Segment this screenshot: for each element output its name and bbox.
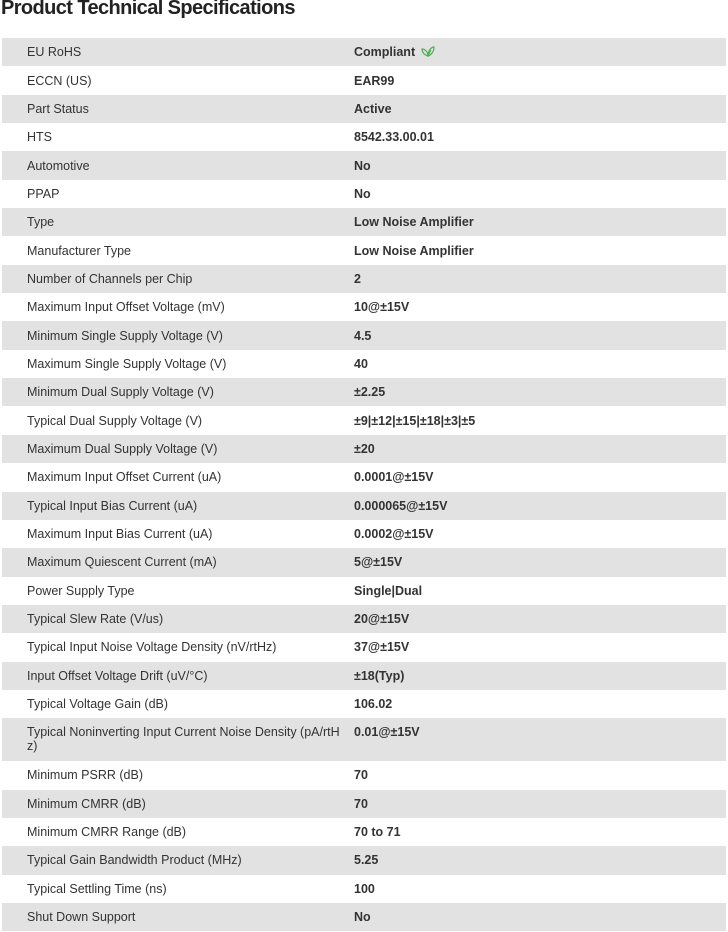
spec-row bbox=[2, 180, 726, 208]
spec-value: Compliant bbox=[354, 45, 416, 60]
spec-name: Part Status bbox=[27, 101, 89, 116]
spec-row bbox=[2, 790, 726, 818]
spec-row bbox=[2, 236, 726, 264]
spec-value-cell bbox=[354, 790, 726, 818]
spec-row bbox=[2, 151, 726, 179]
spec-value-cell bbox=[354, 463, 726, 491]
spec-value: 40 bbox=[354, 356, 368, 371]
spec-name: HTS bbox=[27, 130, 52, 145]
spec-value-cell bbox=[354, 378, 726, 406]
spec-value-cell bbox=[354, 123, 726, 151]
spec-value: 70 bbox=[354, 796, 368, 811]
spec-name: Typical Input Bias Current (uA) bbox=[27, 498, 198, 513]
spec-name: Input Offset Voltage Drift (uV/°C) bbox=[27, 668, 208, 683]
spec-row bbox=[2, 463, 726, 491]
spec-row bbox=[2, 321, 726, 349]
spec-value: Low Noise Amplifier bbox=[354, 215, 474, 230]
spec-name: Typical Voltage Gain (dB) bbox=[27, 697, 169, 712]
spec-row bbox=[2, 662, 726, 690]
spec-value: 0.0002@±15V bbox=[354, 527, 434, 542]
spec-name: Minimum Dual Supply Voltage (V) bbox=[27, 385, 214, 400]
spec-value-cell bbox=[354, 846, 726, 874]
spec-value-cell bbox=[354, 350, 726, 378]
spec-name: PPAP bbox=[27, 186, 60, 201]
spec-table bbox=[2, 38, 726, 931]
spec-value: 0.000065@±15V bbox=[354, 498, 448, 513]
spec-value-cell bbox=[354, 662, 726, 690]
spec-value-cell bbox=[354, 818, 726, 846]
spec-value: ±18(Typ) bbox=[354, 668, 405, 683]
spec-row bbox=[2, 875, 726, 903]
spec-row bbox=[2, 818, 726, 846]
spec-row bbox=[2, 265, 726, 293]
spec-value: 106.02 bbox=[354, 697, 393, 712]
spec-name: Minimum CMRR Range (dB) bbox=[27, 825, 187, 840]
spec-row bbox=[2, 903, 726, 931]
spec-value: ±2.25 bbox=[354, 385, 386, 400]
spec-name: ECCN (US) bbox=[27, 73, 92, 88]
spec-value: Active bbox=[354, 101, 392, 116]
spec-row bbox=[2, 66, 726, 94]
spec-value: 10@±15V bbox=[354, 300, 410, 315]
spec-name: Type bbox=[27, 215, 55, 230]
spec-row bbox=[2, 406, 726, 434]
spec-name: Minimum Single Supply Voltage (V) bbox=[27, 328, 223, 343]
spec-value-cell bbox=[354, 761, 726, 789]
spec-row bbox=[2, 761, 726, 789]
spec-row bbox=[2, 520, 726, 548]
spec-value: No bbox=[354, 910, 371, 925]
spec-value-cell bbox=[354, 293, 726, 321]
spec-name: Power Supply Type bbox=[27, 583, 135, 598]
spec-value: No bbox=[354, 158, 371, 173]
spec-value-cell bbox=[354, 265, 726, 293]
spec-name: Minimum PSRR (dB) bbox=[27, 768, 143, 783]
spec-value-cell bbox=[354, 577, 726, 605]
spec-value-cell bbox=[354, 605, 726, 633]
spec-name: Maximum Input Offset Current (uA) bbox=[27, 470, 222, 485]
spec-value-cell bbox=[354, 151, 726, 179]
spec-row bbox=[2, 123, 726, 151]
spec-value-cell bbox=[354, 548, 726, 576]
spec-name: Manufacturer Type bbox=[27, 243, 131, 258]
spec-name: Maximum Quiescent Current (mA) bbox=[27, 555, 217, 570]
spec-row bbox=[2, 435, 726, 463]
spec-name: EU RoHS bbox=[27, 45, 82, 60]
spec-name: Typical Gain Bandwidth Product (MHz) bbox=[27, 853, 242, 868]
spec-row bbox=[2, 208, 726, 236]
spec-name: Minimum CMRR (dB) bbox=[27, 796, 146, 811]
spec-value-cell bbox=[354, 520, 726, 548]
spec-value: 20@±15V bbox=[354, 612, 410, 627]
spec-value-cell bbox=[354, 180, 726, 208]
spec-row bbox=[2, 293, 726, 321]
spec-row bbox=[2, 548, 726, 576]
spec-name: Typical Input Noise Voltage Density (nV/rtHz) bbox=[27, 640, 277, 655]
spec-value: 0.01@±15V bbox=[354, 725, 420, 740]
spec-value: 70 to 71 bbox=[354, 825, 401, 840]
spec-value: 8542.33.00.01 bbox=[354, 130, 434, 145]
spec-row bbox=[2, 633, 726, 661]
spec-name: Number of Channels per Chip bbox=[27, 271, 193, 286]
spec-value-cell bbox=[354, 208, 726, 236]
spec-value-cell bbox=[354, 236, 726, 264]
spec-table-body bbox=[2, 38, 726, 931]
spec-row bbox=[2, 350, 726, 378]
spec-value: 100 bbox=[354, 881, 375, 896]
spec-value: 5.25 bbox=[354, 853, 379, 868]
spec-value-cell bbox=[354, 66, 726, 94]
spec-name: Shut Down Support bbox=[27, 910, 136, 925]
spec-row bbox=[2, 846, 726, 874]
spec-row bbox=[2, 718, 726, 761]
spec-row bbox=[2, 605, 726, 633]
spec-row bbox=[2, 378, 726, 406]
spec-value-cell bbox=[354, 38, 726, 66]
spec-name: Maximum Single Supply Voltage (V) bbox=[27, 356, 227, 371]
spec-name: Maximum Input Offset Voltage (mV) bbox=[27, 300, 225, 315]
spec-value: ±20 bbox=[354, 441, 375, 456]
spec-value-cell bbox=[354, 435, 726, 463]
spec-name: Typical Dual Supply Voltage (V) bbox=[27, 413, 203, 428]
spec-value: No bbox=[354, 186, 371, 201]
spec-value-cell bbox=[354, 903, 726, 931]
spec-value: EAR99 bbox=[354, 73, 395, 88]
spec-row bbox=[2, 38, 726, 66]
spec-value: 70 bbox=[354, 768, 368, 783]
spec-value: Low Noise Amplifier bbox=[354, 243, 474, 258]
spec-row bbox=[2, 690, 726, 718]
spec-value-cell bbox=[354, 875, 726, 903]
spec-name: Typical Noninverting Input Current Noise Density (pA/rtHz) bbox=[27, 725, 340, 754]
spec-value: 37@±15V bbox=[354, 640, 410, 655]
spec-value: ±9|±12|±15|±18|±3|±5 bbox=[354, 413, 476, 428]
spec-value-cell bbox=[354, 95, 726, 123]
spec-value: Single|Dual bbox=[354, 583, 423, 598]
spec-value: 4.5 bbox=[354, 328, 372, 343]
spec-name: Typical Slew Rate (V/us) bbox=[27, 612, 164, 627]
spec-value-cell bbox=[354, 690, 726, 718]
spec-name: Typical Settling Time (ns) bbox=[27, 881, 167, 896]
spec-value: 5@±15V bbox=[354, 555, 403, 570]
page-title: Product Technical Specifications bbox=[1, 0, 295, 19]
spec-value-cell bbox=[354, 492, 726, 520]
spec-value-cell bbox=[354, 718, 726, 761]
spec-value: 0.0001@±15V bbox=[354, 470, 434, 485]
leaf-icon bbox=[421, 45, 435, 57]
spec-row bbox=[2, 577, 726, 605]
spec-value-cell bbox=[354, 406, 726, 434]
spec-name: Automotive bbox=[27, 158, 90, 173]
spec-value: 2 bbox=[354, 271, 361, 286]
spec-row bbox=[2, 492, 726, 520]
spec-name: Maximum Dual Supply Voltage (V) bbox=[27, 441, 218, 456]
spec-value-cell bbox=[354, 321, 726, 349]
spec-value-cell bbox=[354, 633, 726, 661]
spec-name: Maximum Input Bias Current (uA) bbox=[27, 527, 213, 542]
spec-row bbox=[2, 95, 726, 123]
